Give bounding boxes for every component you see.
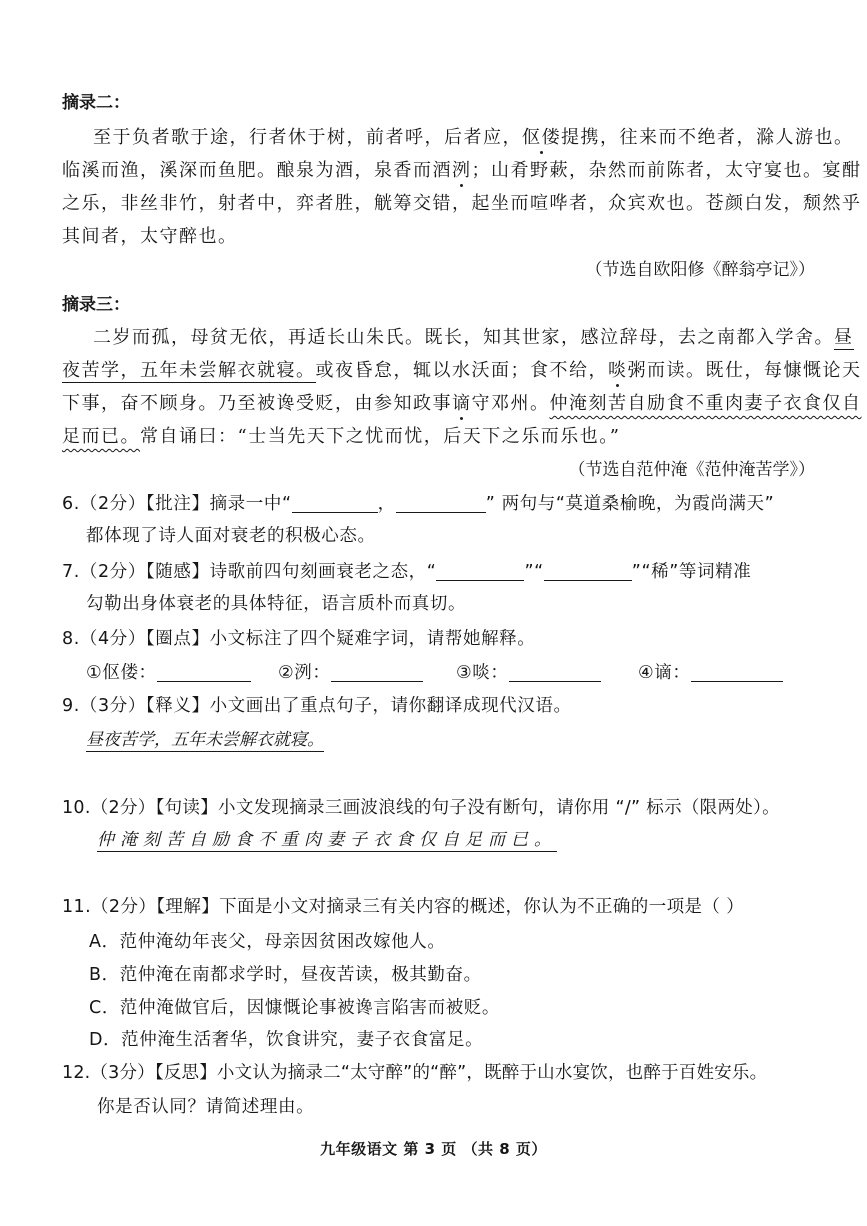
dotted-word: 啖	[608, 360, 628, 381]
question-6-line-2: 都体现了诗人面对衰老的积极心态。	[86, 526, 376, 546]
question-7	[62, 561, 751, 583]
wavy-underlined-sentence: 足而已。	[62, 426, 140, 447]
punctuation-target-sentence: 仲淹刻苦自励食不重肉妻子衣食仅自足而已。	[97, 830, 557, 850]
question-text: ” 两句与“莫道桑榆晚，为霞尚满天”	[485, 494, 775, 514]
text-run: 常自诵曰：“士当先天下之忧而忧，后天下之乐而乐也。”	[140, 426, 621, 447]
option-c[interactable]: C．范仲淹做官后，因慷慨论事被谗言陷害而被贬。	[89, 998, 501, 1018]
answer-blank[interactable]	[331, 663, 423, 682]
excerpt3-line-2	[62, 360, 862, 382]
text-run: 至于负者歌于途，行者休于树，前者呼，后者应，	[93, 127, 522, 148]
answer-blank[interactable]	[544, 562, 632, 581]
excerpt3-source: （节选自范仲淹《范仲淹苦学》）	[568, 460, 815, 480]
term-label: ③啖：	[456, 663, 509, 683]
question-text: 6.（2分）【批注】摘录一中“	[62, 494, 292, 514]
term-label: ④谪：	[638, 663, 691, 683]
option-b[interactable]: B．范仲淹在南都求学时，昼夜苦读，极其勤奋。	[89, 965, 482, 985]
text-run: 临溪而渔，溪深而鱼肥。酿泉为酒，泉香而酒	[62, 160, 452, 181]
question-6	[62, 493, 774, 515]
text-run: 守邓州。	[471, 393, 550, 414]
term-label: ①伛偻：	[86, 663, 157, 683]
question-text: ，	[377, 494, 396, 514]
underlined-sentence: 夜苦学，五年未尝解衣就寝。	[62, 360, 316, 381]
question-text: ”“稀”等词精准	[631, 562, 752, 582]
question-8: 8.（4分）【圈点】小文标注了四个疑难字词，请帮她解释。	[62, 629, 536, 649]
term-4	[638, 662, 783, 684]
excerpt3-line-4	[62, 426, 620, 448]
excerpt2-source: （节选自欧阳修《醉翁亭记》）	[585, 260, 815, 280]
answer-blank[interactable]	[396, 494, 486, 513]
answer-blank[interactable]	[157, 663, 251, 682]
page-footer: 九年级语文 第 3 页 （共 8 页）	[320, 1140, 547, 1158]
question-12-line-2: 你是否认同？请简述理由。	[97, 1097, 315, 1117]
term-1	[86, 662, 251, 684]
text-run: 下事，奋不顾身。乃至被谗受贬，由参知政事	[62, 393, 452, 414]
question-12: 12.（3分）【反思】小文认为摘录二“太守醉”的“醉”，既醉于山水宴饮，也醉于百姓安乐。	[62, 1063, 768, 1083]
option-d[interactable]: D．范仲淹生活奢华，饮食讲究，妻子衣食富足。	[89, 1030, 484, 1050]
question-text: ”“	[524, 562, 544, 582]
excerpt2-heading: 摘录二：	[62, 93, 130, 113]
text-run: 二岁而孤，母贫无依，再适长山朱氏。既长，知其世家，感泣辞母，去之南都入学舍。	[93, 327, 834, 348]
text-run: 粥而读。既仕，每慷慨论天	[627, 360, 862, 381]
wavy-underlined-sentence: 仲淹刻苦自励食不重肉妻子衣食仅自	[549, 393, 862, 414]
question-10: 10.（2分）【句读】小文发现摘录三画波浪线的句子没有断句，请你用 “/” 标示（限两处）。	[62, 798, 780, 818]
excerpt2-line-2	[62, 160, 862, 182]
text-run: ；山肴野蔌，杂然而前陈者，太守宴也。宴酣	[471, 160, 862, 181]
question-9: 9.（3分）【释义】小文画出了重点句子，请你翻译成现代汉语。	[62, 696, 572, 716]
underlined-sentence: 昼夜苦学，五年未尝解衣就寝。	[86, 730, 324, 750]
question-9-sentence	[86, 729, 324, 751]
excerpt2-line-1	[93, 127, 854, 149]
term-2	[278, 662, 423, 684]
dotted-word: 伛偻	[522, 127, 561, 148]
excerpt3-line-1	[93, 327, 854, 349]
answer-blank[interactable]	[691, 663, 783, 682]
text-run: 或夜昏怠，辄以水沃面；食不给，	[315, 360, 608, 381]
answer-blank[interactable]	[436, 562, 524, 581]
excerpt2-line-4: 其间者，太守醉也。	[62, 226, 238, 247]
term-label: ②洌：	[278, 663, 331, 683]
question-11: 11.（2分）【理解】下面是小文对摘录三有关内容的概述，你认为不正确的一项是（ ）	[62, 897, 745, 917]
answer-blank[interactable]	[509, 663, 601, 682]
dotted-word: 洌	[452, 160, 472, 181]
dotted-word: 谪	[452, 393, 472, 414]
question-text: 7.（2分）【随感】诗歌前四句刻画衰老之态，“	[62, 562, 437, 582]
excerpt2-line-3: 之乐，非丝非竹，射者中，弈者胜，觥筹交错，起坐而喧哗者，众宾欢也。苍颜白发，颓然乎	[62, 193, 862, 214]
excerpt3-heading: 摘录三：	[62, 295, 130, 315]
excerpt3-line-3	[62, 393, 862, 415]
question-10-sentence	[97, 829, 557, 851]
term-3	[456, 662, 601, 684]
question-7-line-2: 勾勒出身体衰老的具体特征，语言质朴而真切。	[86, 594, 467, 614]
underlined-sentence: 昼	[834, 327, 854, 348]
text-run: 提携，往来而不绝者，滁人游也。	[561, 127, 854, 148]
answer-blank[interactable]	[292, 494, 378, 513]
option-a[interactable]: A．范仲淹幼年丧父，母亲因贫困改嫁他人。	[89, 932, 446, 952]
